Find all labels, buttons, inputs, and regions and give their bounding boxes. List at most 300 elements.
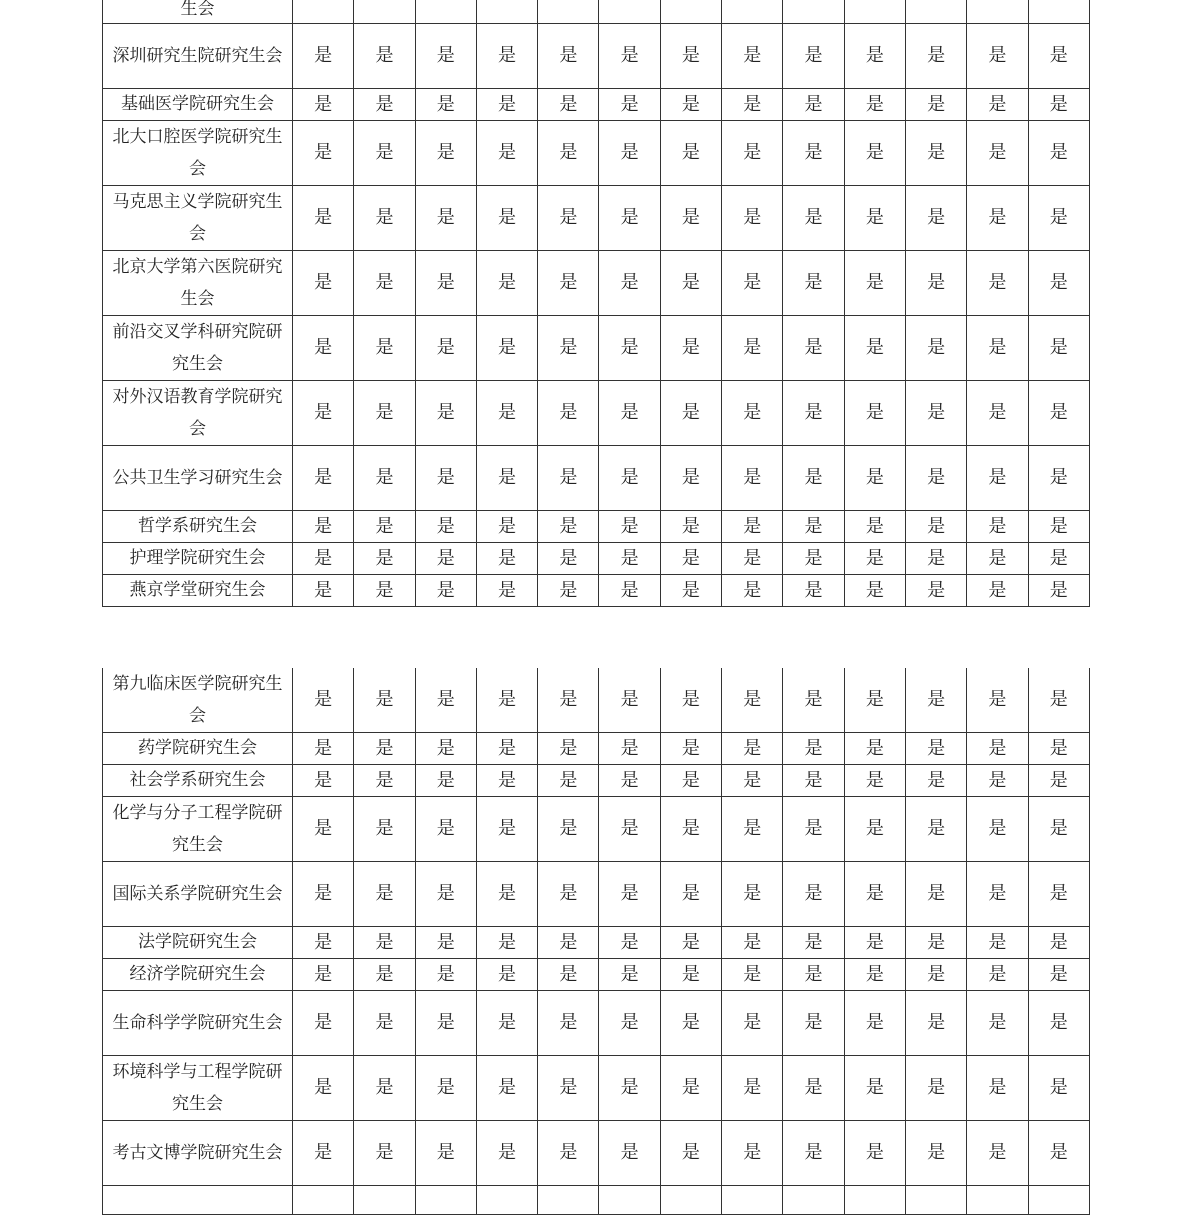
yes-cell: 是	[1028, 575, 1089, 607]
yes-cell: 是	[722, 1121, 783, 1186]
yes-cell: 是	[660, 186, 721, 251]
yes-cell: 是	[293, 543, 354, 575]
yes-cell: 是	[722, 1056, 783, 1121]
yes-cell: 是	[415, 575, 476, 607]
yes-cell: 是	[293, 316, 354, 381]
yes-cell: 是	[722, 797, 783, 862]
yes-cell: 是	[660, 89, 721, 121]
yes-cell: 是	[783, 1121, 844, 1186]
yes-cell	[967, 1186, 1028, 1215]
yes-cell: 是	[783, 381, 844, 446]
yes-cell: 是	[293, 765, 354, 797]
yes-cell: 是	[783, 862, 844, 927]
yes-cell: 是	[415, 89, 476, 121]
yes-cell: 是	[905, 24, 966, 89]
organization-name-cell: 经济学院研究生会	[103, 959, 293, 991]
yes-cell: 是	[905, 121, 966, 186]
yes-cell: 是	[905, 446, 966, 511]
table-row	[103, 1056, 1090, 1121]
yes-cell: 是	[967, 251, 1028, 316]
organization-name-cell: 哲学系研究生会	[103, 511, 293, 543]
yes-cell: 是	[967, 381, 1028, 446]
yes-cell: 是	[844, 797, 905, 862]
yes-cell	[783, 0, 844, 24]
organization-name-cell: 生命科学学院研究生会	[103, 991, 293, 1056]
yes-cell	[538, 1186, 599, 1215]
organization-name-cell: 北京大学第六医院研究生会	[103, 251, 293, 316]
yes-cell	[722, 0, 783, 24]
yes-cell: 是	[1028, 24, 1089, 89]
yes-cell: 是	[354, 991, 415, 1056]
organization-name-cell: 基础医学院研究生会	[103, 89, 293, 121]
yes-cell	[722, 1186, 783, 1215]
yes-cell: 是	[293, 862, 354, 927]
yes-cell: 是	[844, 1121, 905, 1186]
yes-cell: 是	[538, 24, 599, 89]
yes-cell: 是	[476, 186, 537, 251]
yes-cell: 是	[476, 862, 537, 927]
yes-cell: 是	[660, 991, 721, 1056]
yes-cell	[476, 0, 537, 24]
yes-cell: 是	[415, 862, 476, 927]
yes-cell: 是	[476, 959, 537, 991]
yes-cell: 是	[293, 251, 354, 316]
yes-cell: 是	[415, 1056, 476, 1121]
yes-cell: 是	[660, 1121, 721, 1186]
table-row	[103, 0, 1090, 24]
yes-cell: 是	[660, 575, 721, 607]
yes-cell: 是	[599, 991, 660, 1056]
yes-cell: 是	[599, 733, 660, 765]
yes-cell: 是	[538, 668, 599, 733]
yes-cell: 是	[844, 991, 905, 1056]
table-row	[103, 1186, 1090, 1215]
yes-cell: 是	[967, 24, 1028, 89]
yes-cell: 是	[415, 991, 476, 1056]
yes-cell: 是	[293, 121, 354, 186]
yes-cell: 是	[354, 797, 415, 862]
yes-cell: 是	[538, 446, 599, 511]
table-row	[103, 797, 1090, 862]
yes-cell: 是	[354, 316, 415, 381]
yes-cell	[844, 1186, 905, 1215]
yes-cell: 是	[905, 575, 966, 607]
yes-cell: 是	[599, 381, 660, 446]
yes-cell: 是	[660, 765, 721, 797]
yes-cell: 是	[967, 733, 1028, 765]
yes-cell: 是	[354, 251, 415, 316]
yes-cell: 是	[538, 511, 599, 543]
table-row	[103, 186, 1090, 251]
table-row	[103, 927, 1090, 959]
yes-cell: 是	[293, 927, 354, 959]
yes-cell: 是	[660, 797, 721, 862]
yes-cell: 是	[354, 121, 415, 186]
organization-name-cell: 马克思主义学院研究生会	[103, 186, 293, 251]
yes-cell: 是	[599, 575, 660, 607]
yes-cell: 是	[599, 765, 660, 797]
yes-cell: 是	[722, 316, 783, 381]
yes-cell: 是	[415, 733, 476, 765]
yes-cell: 是	[415, 927, 476, 959]
yes-cell: 是	[722, 89, 783, 121]
yes-cell	[905, 1186, 966, 1215]
yes-cell: 是	[354, 733, 415, 765]
yes-cell	[293, 0, 354, 24]
table-row	[103, 575, 1090, 607]
table-row	[103, 381, 1090, 446]
yes-cell: 是	[538, 121, 599, 186]
yes-cell	[660, 1186, 721, 1215]
yes-cell: 是	[1028, 446, 1089, 511]
yes-cell: 是	[905, 89, 966, 121]
yes-cell: 是	[415, 668, 476, 733]
yes-cell: 是	[844, 765, 905, 797]
yes-cell: 是	[293, 575, 354, 607]
yes-cell: 是	[599, 316, 660, 381]
yes-cell: 是	[783, 251, 844, 316]
yes-cell: 是	[599, 543, 660, 575]
yes-cell	[783, 1186, 844, 1215]
yes-cell: 是	[293, 89, 354, 121]
yes-cell: 是	[967, 316, 1028, 381]
table-row	[103, 316, 1090, 381]
yes-cell: 是	[722, 765, 783, 797]
yes-cell: 是	[783, 927, 844, 959]
yes-cell: 是	[905, 1121, 966, 1186]
yes-cell: 是	[783, 446, 844, 511]
table-row	[103, 668, 1090, 733]
yes-cell: 是	[415, 959, 476, 991]
organization-name-cell: 深圳研究生院研究生会	[103, 24, 293, 89]
yes-cell: 是	[293, 668, 354, 733]
yes-cell: 是	[293, 511, 354, 543]
yes-cell: 是	[415, 251, 476, 316]
yes-cell: 是	[1028, 89, 1089, 121]
yes-cell: 是	[967, 186, 1028, 251]
yes-cell: 是	[538, 316, 599, 381]
yes-cell: 是	[722, 668, 783, 733]
yes-cell: 是	[599, 24, 660, 89]
yes-cell: 是	[905, 959, 966, 991]
yes-cell: 是	[844, 121, 905, 186]
yes-cell: 是	[354, 959, 415, 991]
yes-cell: 是	[476, 251, 537, 316]
yes-cell	[1028, 1186, 1089, 1215]
yes-cell: 是	[293, 186, 354, 251]
yes-cell	[415, 0, 476, 24]
yes-cell: 是	[1028, 511, 1089, 543]
yes-cell: 是	[1028, 733, 1089, 765]
yes-cell: 是	[538, 862, 599, 927]
yes-cell: 是	[476, 1121, 537, 1186]
yes-cell: 是	[660, 543, 721, 575]
yes-cell: 是	[967, 543, 1028, 575]
yes-cell: 是	[783, 511, 844, 543]
yes-cell: 是	[476, 381, 537, 446]
yes-cell	[1028, 0, 1089, 24]
organization-name-cell: 燕京学堂研究生会	[103, 575, 293, 607]
yes-cell: 是	[967, 1056, 1028, 1121]
yes-cell: 是	[905, 543, 966, 575]
yes-cell: 是	[844, 733, 905, 765]
yes-cell: 是	[599, 668, 660, 733]
yes-cell: 是	[415, 797, 476, 862]
yes-cell	[599, 0, 660, 24]
yes-cell: 是	[599, 927, 660, 959]
yes-cell: 是	[783, 575, 844, 607]
yes-cell: 是	[1028, 121, 1089, 186]
yes-cell: 是	[967, 668, 1028, 733]
yes-cell: 是	[415, 186, 476, 251]
yes-cell: 是	[354, 543, 415, 575]
yes-cell: 是	[844, 186, 905, 251]
yes-cell: 是	[293, 446, 354, 511]
yes-cell: 是	[599, 1121, 660, 1186]
yes-cell: 是	[844, 927, 905, 959]
yes-cell: 是	[538, 575, 599, 607]
yes-cell: 是	[905, 862, 966, 927]
yes-cell: 是	[905, 765, 966, 797]
yes-cell: 是	[538, 186, 599, 251]
yes-cell	[354, 0, 415, 24]
yes-cell: 是	[293, 991, 354, 1056]
yes-cell: 是	[722, 991, 783, 1056]
yes-cell: 是	[476, 511, 537, 543]
yes-cell	[905, 0, 966, 24]
table-row	[103, 862, 1090, 927]
yes-cell: 是	[967, 89, 1028, 121]
table-row	[103, 121, 1090, 186]
yes-cell: 是	[293, 1056, 354, 1121]
yes-cell: 是	[476, 543, 537, 575]
yes-cell: 是	[660, 927, 721, 959]
yes-cell: 是	[415, 121, 476, 186]
yes-cell: 是	[415, 511, 476, 543]
yes-cell: 是	[905, 797, 966, 862]
organization-name-cell: 化学与分子工程学院研究生会	[103, 797, 293, 862]
yes-cell: 是	[538, 927, 599, 959]
yes-cell	[476, 1186, 537, 1215]
yes-cell: 是	[476, 991, 537, 1056]
table-row	[103, 89, 1090, 121]
yes-cell: 是	[538, 89, 599, 121]
yes-cell: 是	[1028, 765, 1089, 797]
yes-cell: 是	[844, 543, 905, 575]
table-row	[103, 959, 1090, 991]
yes-cell: 是	[660, 733, 721, 765]
yes-cell: 是	[905, 381, 966, 446]
yes-cell: 是	[660, 24, 721, 89]
organization-name-cell: 生会	[103, 0, 293, 24]
yes-cell: 是	[783, 765, 844, 797]
yes-cell: 是	[415, 316, 476, 381]
yes-cell: 是	[905, 733, 966, 765]
organization-name-cell: 北大口腔医学院研究生会	[103, 121, 293, 186]
yes-cell: 是	[660, 316, 721, 381]
yes-cell: 是	[538, 381, 599, 446]
yes-cell: 是	[844, 89, 905, 121]
yes-cell: 是	[783, 959, 844, 991]
yes-cell: 是	[599, 446, 660, 511]
yes-cell: 是	[538, 797, 599, 862]
yes-cell: 是	[354, 446, 415, 511]
yes-cell	[660, 0, 721, 24]
yes-cell: 是	[967, 991, 1028, 1056]
yes-cell: 是	[783, 733, 844, 765]
yes-cell: 是	[783, 24, 844, 89]
yes-cell: 是	[844, 24, 905, 89]
yes-cell: 是	[967, 511, 1028, 543]
yes-cell: 是	[1028, 991, 1089, 1056]
yes-cell: 是	[660, 1056, 721, 1121]
yes-cell: 是	[476, 316, 537, 381]
yes-cell: 是	[844, 862, 905, 927]
yes-cell: 是	[905, 991, 966, 1056]
yes-cell: 是	[1028, 927, 1089, 959]
yes-cell: 是	[599, 862, 660, 927]
yes-cell: 是	[415, 446, 476, 511]
table-body	[103, 0, 1090, 607]
yes-cell: 是	[722, 959, 783, 991]
yes-cell: 是	[538, 543, 599, 575]
yes-cell: 是	[967, 959, 1028, 991]
yes-cell: 是	[844, 668, 905, 733]
yes-cell: 是	[538, 733, 599, 765]
yes-cell: 是	[660, 446, 721, 511]
yes-cell: 是	[722, 381, 783, 446]
yes-cell: 是	[354, 575, 415, 607]
yes-cell: 是	[476, 733, 537, 765]
yes-cell: 是	[660, 511, 721, 543]
yes-cell: 是	[905, 668, 966, 733]
yes-cell: 是	[354, 668, 415, 733]
table-row	[103, 991, 1090, 1056]
yes-cell: 是	[476, 24, 537, 89]
yes-cell: 是	[476, 121, 537, 186]
yes-cell	[538, 0, 599, 24]
yes-cell: 是	[415, 1121, 476, 1186]
yes-cell: 是	[354, 511, 415, 543]
organization-name-cell: 药学院研究生会	[103, 733, 293, 765]
yes-cell: 是	[599, 251, 660, 316]
yes-cell	[293, 1186, 354, 1215]
yes-cell	[967, 0, 1028, 24]
yes-cell: 是	[1028, 381, 1089, 446]
yes-cell	[599, 1186, 660, 1215]
yes-cell: 是	[967, 765, 1028, 797]
yes-cell: 是	[538, 765, 599, 797]
yes-cell: 是	[844, 251, 905, 316]
yes-cell: 是	[660, 668, 721, 733]
yes-cell: 是	[783, 668, 844, 733]
yes-cell: 是	[599, 959, 660, 991]
yes-cell: 是	[1028, 797, 1089, 862]
yes-cell: 是	[293, 797, 354, 862]
yes-cell: 是	[476, 446, 537, 511]
yes-cell: 是	[783, 121, 844, 186]
yes-cell: 是	[293, 959, 354, 991]
yes-cell: 是	[722, 446, 783, 511]
table-row	[103, 446, 1090, 511]
yes-cell: 是	[415, 381, 476, 446]
yes-cell: 是	[354, 24, 415, 89]
organization-name-cell: 第九临床医学院研究生会	[103, 668, 293, 733]
table-row	[103, 1121, 1090, 1186]
yes-cell	[354, 1186, 415, 1215]
organization-name-cell: 前沿交叉学科研究院研究生会	[103, 316, 293, 381]
yes-cell: 是	[967, 121, 1028, 186]
organization-name-cell: 社会学系研究生会	[103, 765, 293, 797]
yes-cell: 是	[967, 927, 1028, 959]
yes-cell: 是	[476, 89, 537, 121]
table-row	[103, 24, 1090, 89]
table-row	[103, 543, 1090, 575]
yes-cell: 是	[722, 24, 783, 89]
yes-cell: 是	[722, 733, 783, 765]
eligibility-table-bottom	[102, 668, 1090, 1215]
yes-cell: 是	[415, 543, 476, 575]
yes-cell: 是	[354, 765, 415, 797]
yes-cell: 是	[293, 1121, 354, 1186]
yes-cell: 是	[293, 733, 354, 765]
yes-cell: 是	[415, 24, 476, 89]
yes-cell: 是	[476, 797, 537, 862]
yes-cell: 是	[660, 862, 721, 927]
yes-cell: 是	[599, 186, 660, 251]
yes-cell: 是	[905, 251, 966, 316]
yes-cell: 是	[354, 1121, 415, 1186]
yes-cell: 是	[599, 797, 660, 862]
table-row	[103, 251, 1090, 316]
yes-cell: 是	[967, 797, 1028, 862]
yes-cell: 是	[905, 511, 966, 543]
yes-cell: 是	[660, 121, 721, 186]
yes-cell: 是	[354, 89, 415, 121]
yes-cell	[415, 1186, 476, 1215]
yes-cell: 是	[354, 862, 415, 927]
yes-cell: 是	[905, 186, 966, 251]
organization-name-cell	[103, 1186, 293, 1215]
yes-cell: 是	[1028, 668, 1089, 733]
yes-cell: 是	[783, 89, 844, 121]
organization-name-cell: 法学院研究生会	[103, 927, 293, 959]
yes-cell: 是	[599, 89, 660, 121]
yes-cell: 是	[844, 446, 905, 511]
organization-name-cell: 环境科学与工程学院研究生会	[103, 1056, 293, 1121]
yes-cell: 是	[660, 959, 721, 991]
yes-cell: 是	[1028, 543, 1089, 575]
yes-cell: 是	[415, 765, 476, 797]
yes-cell: 是	[538, 991, 599, 1056]
yes-cell: 是	[967, 862, 1028, 927]
eligibility-table-top	[102, 0, 1090, 607]
yes-cell: 是	[783, 797, 844, 862]
yes-cell: 是	[722, 186, 783, 251]
organization-name-cell: 公共卫生学习研究生会	[103, 446, 293, 511]
yes-cell: 是	[722, 927, 783, 959]
yes-cell: 是	[967, 1121, 1028, 1186]
yes-cell: 是	[722, 862, 783, 927]
yes-cell: 是	[476, 1056, 537, 1121]
yes-cell: 是	[844, 575, 905, 607]
yes-cell: 是	[844, 316, 905, 381]
table-row	[103, 511, 1090, 543]
yes-cell: 是	[722, 251, 783, 316]
yes-cell: 是	[1028, 959, 1089, 991]
yes-cell: 是	[538, 1056, 599, 1121]
yes-cell: 是	[476, 765, 537, 797]
